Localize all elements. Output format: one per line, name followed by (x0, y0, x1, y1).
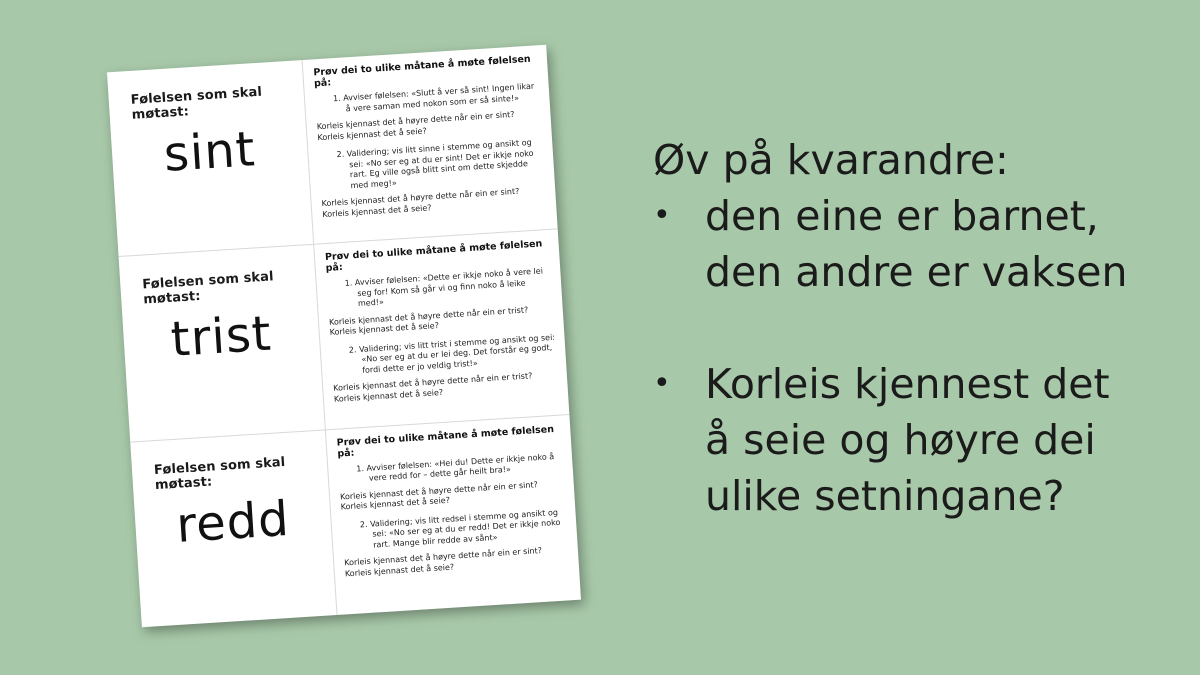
slide-heading: Øv på kvarandre: (653, 136, 1009, 184)
bullet-1 (653, 188, 1183, 300)
emotion-word-sint: sint (162, 121, 258, 183)
instruction-question-1: Korleis kjennast det å høyre dette når ein er sint? Korleis kjennast det å seie? (316, 109, 515, 142)
card-sint-left (107, 60, 314, 257)
instruction-question-1: Korleis kjennast det å høyre dette når ein er trist? Korleis kjennast det å seie? (328, 305, 529, 338)
spacer (653, 300, 1183, 356)
card-label: Følelsen som skal møtast: (141, 269, 275, 308)
bullet-dot: • (653, 198, 671, 233)
bullet-1-line-1: den eine er barnet, (705, 192, 1099, 240)
emotion-word-redd: redd (174, 490, 292, 554)
instructions-heading: Prøv dei to ulike måtane å møte følelsen på: (313, 53, 531, 90)
instruction-item-2: 2. Validering; vis litt sinne i stemme og ansikt og sei: «No ser eg at du er sint! Det er ikkje noko rart. Eg ville også blitt sint om dette skjedde med meg!» (336, 137, 534, 190)
instruction-question-2: Korleis kjennast det å høyre dette når ein er sint? Korleis kjennast det å seie? (343, 546, 543, 579)
bullet-2-line-2: å seie og høyre dei (705, 416, 1096, 464)
instruction-question-2: Korleis kjennast det å høyre dette når ein er sint? Korleis kjennast det å seie? (321, 186, 520, 219)
card-label: Følelsen som skal møtast: (153, 454, 286, 493)
bullet-2-line-1: Korleis kjennest det (705, 360, 1110, 408)
instruction-item-1: 1. Avviser følelsen: «Slutt å ver så sint! Ingen likar å vere saman med nokon som er så sinte!» (332, 81, 535, 113)
worksheet-page (107, 45, 581, 628)
card-sint-instructions (303, 45, 558, 245)
slide-text (653, 132, 1183, 524)
instruction-question-1: Korleis kjennast det å høyre dette når ein er sint? Korleis kjennast det å seie? (339, 479, 539, 512)
instruction-question-2: Korleis kjennast det å høyre dette når ein er trist? Korleis kjennast det å seie? (332, 371, 533, 404)
instruction-item-2: 2. Validering; vis litt redsel i stemme og ansikt og sei: «No ser eg at du er redd! Det er ikkje noko rart. Mange blir redde av sånt» (359, 507, 561, 550)
bullet-2 (653, 356, 1183, 524)
instruction-item-1: 1. Avviser følelsen: «Hei du! Dette er ikkje noko å vere redd for – dette går heilt bra!» (356, 451, 555, 483)
card-label: Følelsen som skal møtast: (130, 84, 263, 123)
bullet-1-text (705, 188, 1183, 300)
bullet-2-text (705, 356, 1183, 524)
card-redd-left (130, 430, 337, 627)
card-redd-instructions (326, 415, 581, 615)
bullet-dot: • (653, 366, 671, 401)
card-trist-left (119, 245, 326, 442)
instructions-heading: Prøv dei to ulike måtane å møte følelsen på: (324, 238, 543, 275)
emotion-word-trist: trist (169, 305, 274, 369)
instructions-heading: Prøv dei to ulike måtane å møte følelsen på: (336, 423, 555, 460)
card-trist-instructions (314, 230, 569, 430)
bullet-2-line-3: ulike setningane? (705, 472, 1065, 520)
instruction-item-1: 1. Avviser følelsen: «Dette er ikkje noko å vere lei seg for! Kom så går vi og finn noko å leike med!» (344, 266, 544, 309)
instruction-item-2: 2. Validering; vis litt trist i stemme og ansikt og sei: «No ser eg at du er lei deg. Det forstår eg godt, fordi dette er jo veldig trist!» (348, 332, 556, 375)
bullet-1-line-2: den andre er vaksen (705, 248, 1128, 296)
